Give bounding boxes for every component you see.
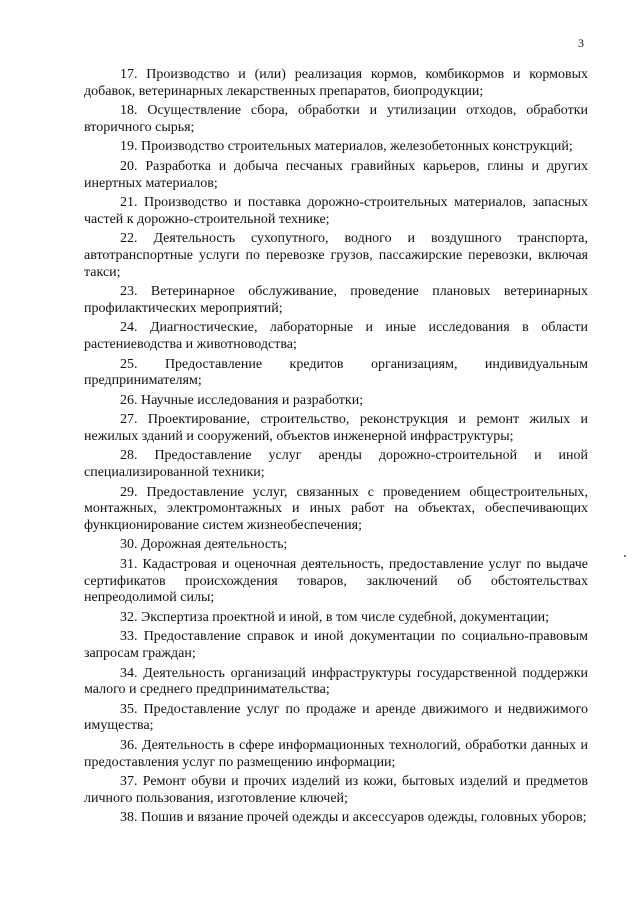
list-item-27: 27. Проектирование, строительство, реконструкция и ремонт жилых и нежилых зданий и сооружений, объектов инженерной инфраструктуры; <box>84 412 588 444</box>
list-item-34: 34. Деятельность организаций инфраструктуры государственной поддержки малого и среднего предпринимательства; <box>84 665 588 698</box>
list-item-33: 33. Предоставление справок и иной документации по социально-правовым запросам граждан; <box>84 629 588 661</box>
scan-speck <box>624 555 626 557</box>
list-item-37: 37. Ремонт обуви и прочих изделий из кожи, бытовых изделий и предметов личного пользования, изготовление ключей; <box>84 774 588 806</box>
list-item-22: 22. Деятельность сухопутного, водного и воздушного транспорта, автотранспортные услуги по перевозке грузов, пассажирские перевозки, включая такси; <box>84 231 588 280</box>
list-item-32: 32. Экспертиза проектной и иной, в том числе судебной, документации; <box>120 609 550 625</box>
list-item-30: 30. Дорожная деятельность; <box>120 537 288 553</box>
list-item-36: 36. Деятельность в сфере информационных технологий, обработки данных и предоставления услуг по размещению информации; <box>84 737 588 770</box>
list-item-24: 24. Диагностические, лабораторные и иные исследования в области растениеводства и животноводства; <box>84 320 588 352</box>
list-item-20: 20. Разработка и добыча песчаных гравийных карьеров, глины и других инертных материалов; <box>84 158 588 191</box>
list-item-21: 21. Производство и поставка дорожно-строительных материалов, запасных частей к дорожно-строительной технике; <box>84 195 588 227</box>
list-item-26: 26. Научные исследования и разработки; <box>120 392 364 408</box>
list-item-19: 19. Производство строительных материалов, железобетонных конструкций; <box>120 139 573 155</box>
list-item-31: 31. Кадастровая и оценочная деятельность, предоставление услуг по выдаче сертификатов происхождения товаров, заключений об обстоятельствах непреодолимой силы; <box>84 557 588 606</box>
list-item-18: 18. Осуществление сбора, обработки и утилизации отходов, обработки вторичного сырья; <box>84 103 588 135</box>
list-item-25: 25. Предоставление кредитов организациям, индивидуальным предпринимателям; <box>84 356 588 389</box>
list-item-35: 35. Предоставление услуг по продаже и аренде движимого и недвижимого имущества; <box>84 701 588 734</box>
list-item-29: 29. Предоставление услуг, связанных с проведением общестроительных, монтажных, электромонтажных и иных работ на объектах, обеспечивающих функционирование систем жизнеобеспечения; <box>84 484 588 533</box>
list-item-28: 28. Предоставление услуг аренды дорожно-строительной и иной специализированной техники; <box>84 448 588 481</box>
list-item-17: 17. Производство и (или) реализация кормов, комбикормов и кормовых добавок, ветеринарных лекарственных препаратов, биопродукции; <box>84 67 588 99</box>
list-item-38: 38. Пошив и вязание прочей одежды и аксессуаров одежды, головных уборов; <box>120 810 587 826</box>
document-body <box>84 67 588 830</box>
list-item-23: 23. Ветеринарное обслуживание, проведение плановых ветеринарных профилактических мероприятий; <box>84 284 588 316</box>
page-number: 3 <box>578 36 584 50</box>
